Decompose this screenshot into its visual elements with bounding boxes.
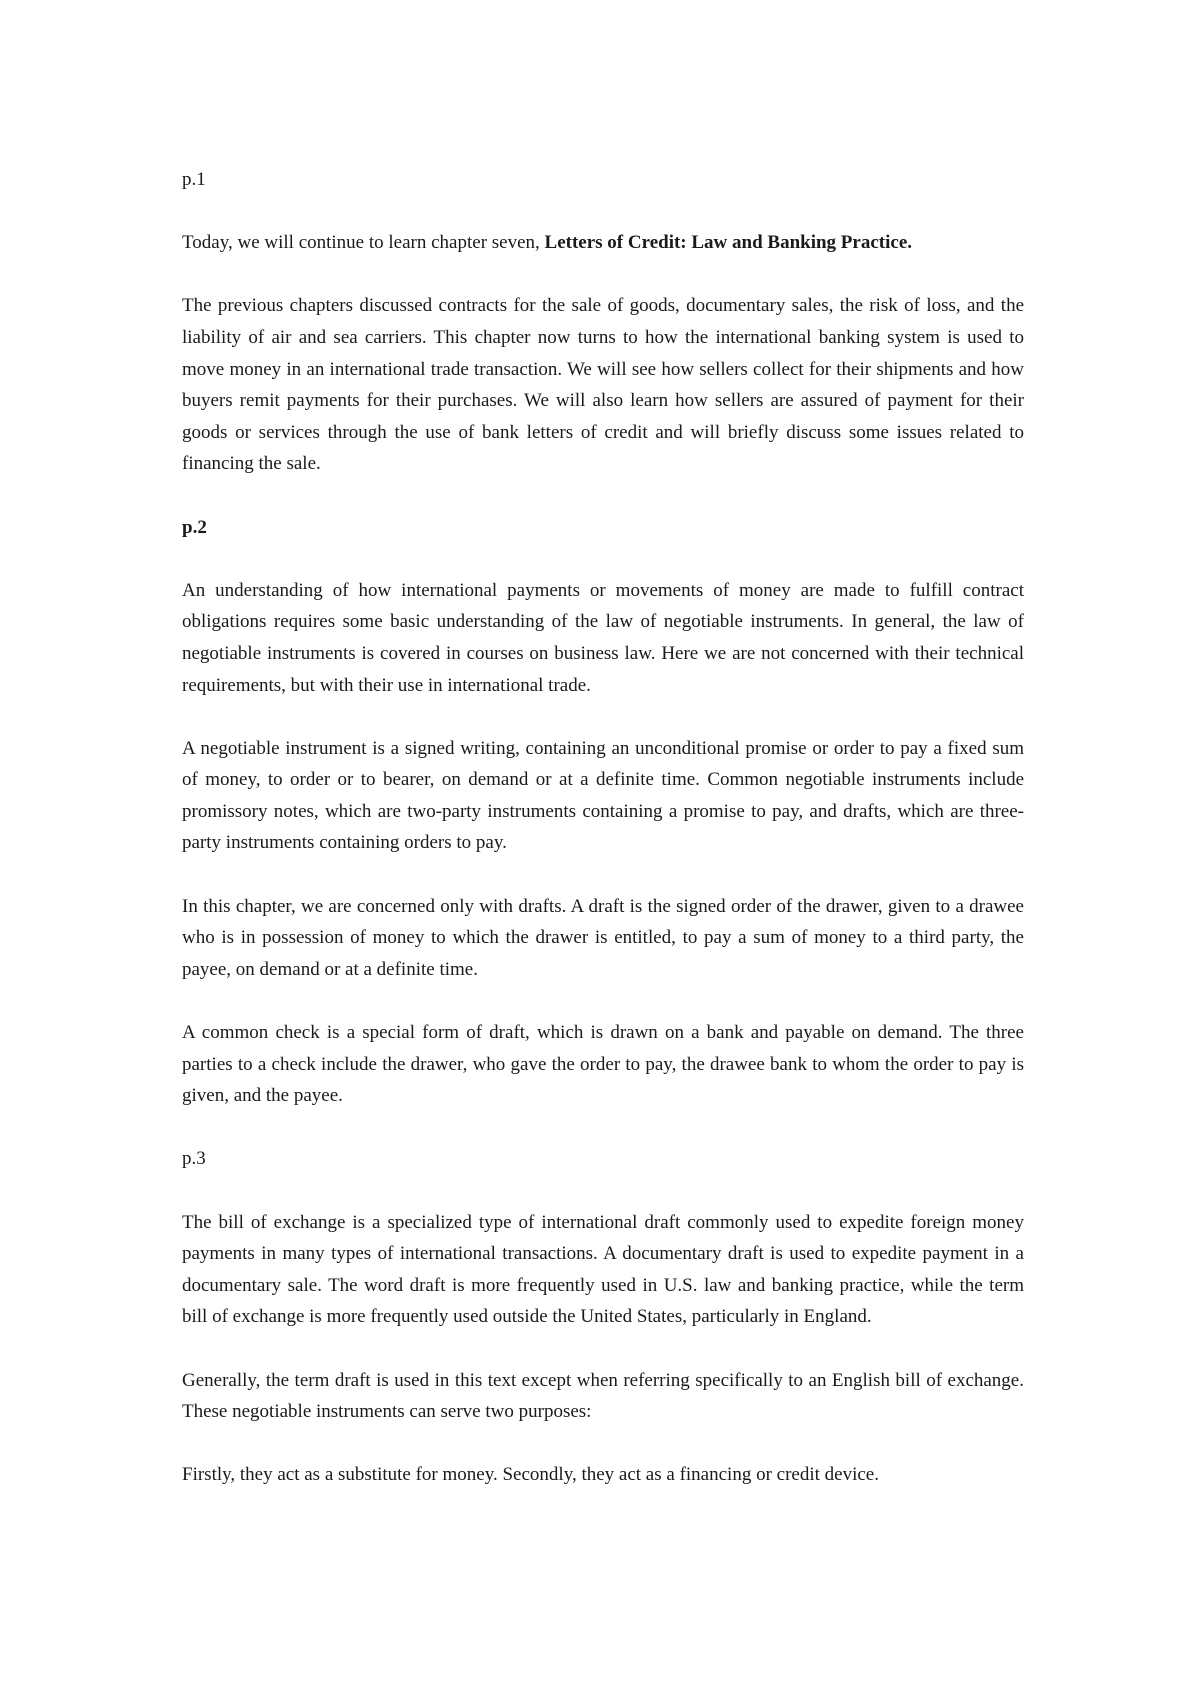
intro-paragraph xyxy=(182,227,1024,259)
paragraph-bill-of-exchange: The bill of exchange is a specialized type of international draft commonly used to expedite foreign money payments in many types of international transactions. A documentary draft is used to expedite payment in a documentary sale. The word draft is more frequently used in U.S. law and banking practice, while the term bill of exchange is more frequently used outside the United States, particularly in England. xyxy=(182,1211,1024,1328)
intro-text: Today, we will continue to learn chapter seven, xyxy=(182,232,545,254)
paragraph-firstly: Firstly, they act as a substitute for money. Secondly, they act as a financing or credit device. xyxy=(182,1464,879,1486)
page-marker-p1: p.1 xyxy=(182,169,206,190)
paragraph-understanding: An understanding of how international payments or movements of money are made to fulfill contract obligations requires some basic understanding of the law of negotiable instruments. In general, the law of negotiable instruments is covered in courses on business law. Here we are not concerned with their technical requirements, but with their use in international trade. xyxy=(182,579,1024,696)
page-marker-p3: p.3 xyxy=(182,1148,206,1170)
chapter-title: Letters of Credit: Law and Banking Practice. xyxy=(544,232,912,254)
paragraph-negotiable-instrument: A negotiable instrument is a signed writing, containing an unconditional promise or order to pay a fixed sum of money, to order or to bearer, on demand or at a definite time. Common negotiable instruments include promissory notes, which are two-party instruments containing a promise to pay, and drafts, which are three-party instruments containing orders to pay. xyxy=(182,737,1024,854)
paragraph-drafts: In this chapter, we are concerned only with drafts. A draft is the signed order of the drawer, given to a drawee who is in possession of money to which the drawer is entitled, to pay a sum of money to a third party, the payee, on demand or at a definite time. xyxy=(182,895,1024,980)
page-marker-p2: p.2 xyxy=(182,516,207,538)
paragraph-check: A common check is a special form of draft, which is drawn on a bank and payable on demand. The three parties to a check include the drawer, who gave the order to pay, the drawee bank to whom the order to pay is given, and the payee. xyxy=(182,1022,1024,1107)
paragraph-previous-chapters: The previous chapters discussed contracts for the sale of goods, documentary sales, the risk of loss, and the liability of air and sea carriers. This chapter now turns to how the international banking system is used to move money in an international trade transaction. We will see how sellers collect for their shipments and how buyers remit payments for their purchases. We will also learn how sellers are assured of payment for their goods or services through the use of bank letters of credit and will briefly discuss some issues related to financing the sale. xyxy=(182,295,1024,475)
document-body xyxy=(182,164,1024,1523)
paragraph-generally: Generally, the term draft is used in this text except when referring specifically to an English bill of exchange. These negotiable instruments can serve two purposes: xyxy=(182,1369,1024,1423)
